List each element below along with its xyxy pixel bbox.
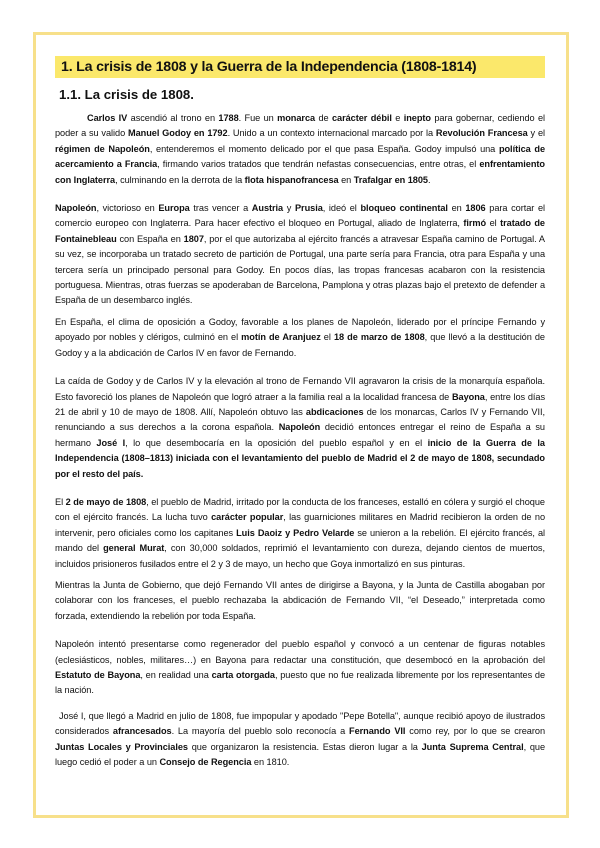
bold-text-run: carácter débil	[331, 113, 392, 123]
text-run: , firmando varios tratados que tendrán nefastas consecuencias, entre otras, el	[157, 159, 480, 170]
bold-text-run: Revolución Francesa	[435, 128, 528, 139]
text-run: , que luego cedió el poder a un	[55, 741, 546, 768]
text-run: Mientras la Junta de Gobierno, que dejó Fernando VII antes de dirigirse a Bayona, y la Junta de Castilla abogaban por colaborar con los franceses, el pueblo rechazaba la abdicación de Fernando VII, “el Deseado,” interpretada como forzada, extendiendo la rebelión por toda España.	[55, 579, 545, 621]
bold-text-run: bloqueo continental	[360, 203, 448, 214]
bold-text-run: Manuel Godoy en 1792	[127, 128, 228, 139]
text-run: . Unido a un contexto internacional marcado por la	[227, 128, 436, 139]
paragraph-napoleon-bloqueo	[55, 201, 545, 309]
bold-text-run: inepto	[403, 113, 431, 123]
bold-text-run: Fernando VII	[349, 726, 406, 737]
bold-text-run: Bayona	[451, 391, 485, 402]
text-run: el	[486, 218, 501, 229]
text-run: , puesto que no fue realizada libremente por los representantes de la nación.	[55, 670, 546, 696]
bold-text-run: Estatuto de Bayona	[55, 670, 141, 680]
bold-text-run: Europa	[158, 203, 190, 214]
paragraph-carlos-iv	[55, 111, 545, 188]
bold-text-run: Napoleón	[55, 203, 97, 214]
text-run: , culminando en la derrota de la	[115, 174, 245, 185]
bold-text-run: firmó	[463, 218, 487, 229]
bold-text-run: carta otorgada	[211, 670, 275, 680]
text-run: La caída de Godoy y de Carlos IV y la elevación al trono de Fernando VII agravaron la crisis de la monarquía española. Esto favoreció los planes de Napoleón que logró atraer a la familia real a la localidad francesa de	[55, 376, 545, 402]
bold-text-run: Luis Daoiz y Pedro Velarde	[236, 527, 355, 538]
text-run: , por el que autorizaba al ejército francés a atravesar España camino de Portugal. A su vez, se incorporaba un tratado secreto de partición de Portugal, una parte sería para Francia, otra para España y una tercera sería un principado personal para Godoy. En pocos días, las tropas francesas acabaron con la resistencia portuguesa. Mientras, otras fuerzas se apoderaban de Barcelona, Pamplona y otras plazas bajo el pretexto de defender a España de un desembarco inglés.	[55, 233, 546, 306]
text-run: tras vencer a	[189, 203, 252, 214]
text-run: ascendió al trono en	[127, 113, 219, 123]
bold-text-run: Carlos IV	[87, 113, 128, 123]
text-run: El	[55, 496, 66, 507]
text-run: , ideó el	[322, 203, 361, 214]
bold-text-run: 1807	[183, 233, 204, 244]
text-run: , entenderemos el momento delicado por el que pasa España. Godoy impulsó una	[149, 143, 499, 154]
bold-text-run: 1806	[465, 203, 486, 214]
bold-text-run: inicio de la Guerra de la Independencia (1808–1813) iniciada con el levantamiento del pueblo de Madrid el 2 de mayo de 1808, secundado por el resto del país.	[55, 437, 545, 479]
text-run: Napoleón intentó presentarse como regenerador del pueblo español y convocó a un centenar de figuras notables (eclesiásticos, nobles, militares…) en Bayona para redactar una constitución, que desembocó en la aprobación del	[55, 639, 545, 665]
bold-text-run: Junta Suprema Central	[421, 741, 524, 752]
bold-text-run: enfrentamiento con Inglaterra	[55, 159, 545, 185]
paragraph-dos-de-mayo	[55, 495, 545, 572]
text-run: decidió entonces entregar el reino de España a su hermano	[55, 422, 545, 448]
bold-text-run: Austria	[251, 203, 284, 214]
bold-text-run: Trafalgar en 1805	[353, 174, 428, 185]
paragraph-estatuto-bayona	[55, 637, 545, 699]
bold-text-run: política de acercamiento a Francia	[55, 143, 546, 170]
bold-text-run: motín de Aranjuez	[241, 332, 321, 343]
paragraph-motin-aranjuez	[55, 315, 545, 361]
text-run: , que llevó a la destitución de Godoy y a la abdicación de Carlos IV en favor de Fernando.	[55, 332, 545, 358]
bold-text-run: carácter popular	[211, 512, 284, 523]
text-run: e	[391, 113, 404, 123]
text-run: . La mayoría del pueblo solo reconocía a	[171, 726, 350, 737]
paragraph-junta-gobierno	[55, 578, 545, 624]
bold-text-run: Consejo de Regencia	[159, 757, 252, 768]
bold-text-run: 18 de marzo de 1808	[333, 332, 425, 343]
text-run: , victorioso en	[96, 203, 159, 214]
text-run: para cortar el comercio europeo con Inglaterra. Para hacer efectivo el bloqueo en Portugal, aliado de Inglaterra,	[55, 203, 546, 229]
text-run: , entre los días 21 de abril y 10 de mayo de 1808. Allí, Napoleón obtuvo las	[55, 391, 545, 417]
text-run: . Fue un	[238, 113, 278, 123]
text-run: , lo que desembocaría en la oposición del pueblo español y en el	[125, 437, 428, 448]
text-run: .	[427, 174, 431, 185]
bold-text-run: Prusia	[294, 203, 323, 214]
text-run: que organizaron la resistencia. Estas dieron lugar a la	[187, 741, 422, 752]
text-run: y	[283, 203, 295, 214]
document-body	[55, 56, 545, 770]
text-run: José I, que llegó a Madrid en julio de 1808, fue impopular y apodado "Pepe Botella", aunque recibió apoyo de ilustrados considerados	[55, 710, 545, 737]
text-run: , las guarniciones militares en Madrid recibieron la orden de no intervenir, pero oficiales como los capitanes	[55, 512, 546, 538]
bold-text-run: afrancesados	[112, 726, 172, 737]
bold-text-run: tratado de Fontainebleau	[55, 218, 545, 244]
bold-text-run: abdicaciones	[305, 406, 364, 417]
bold-text-run: general Murat	[103, 543, 165, 554]
text-run: el	[320, 332, 334, 343]
paragraph-jose-i	[55, 709, 545, 771]
text-run: en	[338, 174, 354, 185]
text-run: En España, el clima de oposición a Godoy, favorable a los planes de Napoleón, liderado por el príncipe Fernando y apoyado por nobles y clérigos, culminó en el	[55, 316, 545, 343]
text-run: en	[447, 203, 466, 214]
bold-text-run: monarca	[277, 113, 316, 123]
text-run: , el pueblo de Madrid, irritado por la conducta de los franceses, estalló en cólera y surgió el choque con el ejército francés. La lucha tuvo	[55, 496, 545, 523]
paragraph-bayona-abdicaciones	[55, 374, 545, 482]
bold-text-run: Juntas Locales y Provinciales	[55, 741, 188, 752]
bold-text-run: José I	[96, 437, 126, 448]
bold-text-run: régimen de Napoleón	[55, 143, 150, 154]
text-run: y el	[527, 128, 545, 139]
text-run: de	[315, 113, 332, 123]
text-run: en 1810.	[251, 757, 290, 768]
text-run: , en realidad una	[140, 670, 212, 680]
bold-text-run: 1788	[218, 113, 239, 123]
bold-text-run: 2 de mayo de 1808	[65, 496, 147, 507]
text-run: se unieron a la rebelión. El ejército francés, al mando del	[55, 527, 545, 554]
text-run: como rey, por lo que se crearon	[405, 726, 545, 737]
text-run: , con 30,000 soldados, reprimió el levantamiento con dureza, dejando cientos de muertos, incluidos prisioneros fusilados entre el 2 y 3 de mayo, un hecho que Goya inmortalizó en sus pinturas.	[55, 543, 545, 569]
text-run: con España en	[116, 233, 184, 244]
bold-text-run: flota hispanofrancesa	[244, 174, 339, 185]
section-heading: 1.1. La crisis de 1808.	[59, 87, 194, 102]
bold-text-run: Napoleón	[278, 422, 321, 433]
text-run: para gobernar, cediendo el poder a su valido	[55, 113, 546, 139]
document-title: 1. La crisis de 1808 y la Guerra de la Independencia (1808-1814)	[55, 56, 545, 78]
text-run: de los monarcas, Carlos IV y Fernando VII, renunciando a sus derechos a la corona española.	[55, 406, 545, 433]
